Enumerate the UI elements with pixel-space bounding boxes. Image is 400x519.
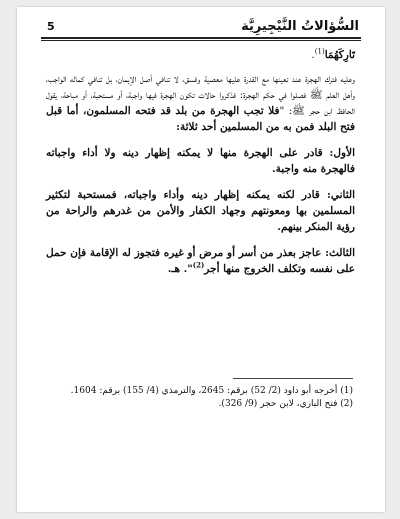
third-label: الثالث: xyxy=(325,247,355,259)
second-label: الثاني: xyxy=(326,189,355,201)
second-case xyxy=(46,187,355,235)
third-text: عاجز بعذر من أسر أو مرض أو غيره فتجوز له الإقامة فإن حمل على نفسه وتكلف الخروج منها أجر xyxy=(46,247,355,275)
body-text xyxy=(46,47,355,287)
footnote-ref-1: (1) xyxy=(314,47,325,56)
running-title: السُّؤالاتُ النَّيْجِيرِيَّة xyxy=(241,19,359,34)
header-rule xyxy=(41,37,361,39)
header-rule-thin xyxy=(41,40,361,41)
lead-end: . xyxy=(311,49,315,61)
lead-word: تَارِكَهُمَا xyxy=(324,49,355,61)
first-text: قادر على الهجرة منها لا يمكنه إظهار دينه ولا أداء واجباته فالهجرة منه واجبة. xyxy=(46,147,355,175)
footnotes xyxy=(47,378,353,411)
second-text: قادر لكنه يمكنه إظهار دينه وأداء واجباته، فمستحبة لتكثير المسلمين بها ومعونتهم وجهاد الكفار والأمن من غدرهم والراحة من رؤية المنكر بينهم. xyxy=(46,189,355,233)
footnote-ref-2: (2) xyxy=(192,260,205,270)
intro-text: وعليه فترك الهجرة عند تعينها مع القدرة عليها معصية وفسق، لا تنافي أصل الإيمان، بل تنافي كماله الواجب، وأهل العلم ﷺ فصلوا في حكم الهجرة: فذكروا حالات تكون الهجرة فيها واجبة، أو مستحبة، أو مباحة، يقول الحافظ ابن حجر ﷺ: " xyxy=(46,73,355,117)
document-page xyxy=(17,7,385,512)
page-header xyxy=(41,19,359,45)
first-label: الأول: xyxy=(329,147,355,159)
footnote-2: (2) فتح الباري، لابن حجر (9/ 326). xyxy=(218,399,353,409)
first-case xyxy=(46,145,355,177)
intro-paragraph xyxy=(46,71,355,135)
quote-bold: فلا تجب الهجرة من بلد قد فتحه المسلمون، أما قبل فتح البلد فمن به من المسلمين أحد ثلاثة: xyxy=(46,105,355,133)
third-case xyxy=(46,245,355,277)
footnote-1: (1) أخرجه أبو داود (2/ 52) برقم: 2645، والترمذي (4/ 155) برقم: 1604. xyxy=(70,386,353,396)
lead-line xyxy=(46,47,355,63)
page-number: 5 xyxy=(47,20,55,33)
third-end: ". هـ. xyxy=(167,263,193,275)
footnote-rule xyxy=(233,378,353,379)
